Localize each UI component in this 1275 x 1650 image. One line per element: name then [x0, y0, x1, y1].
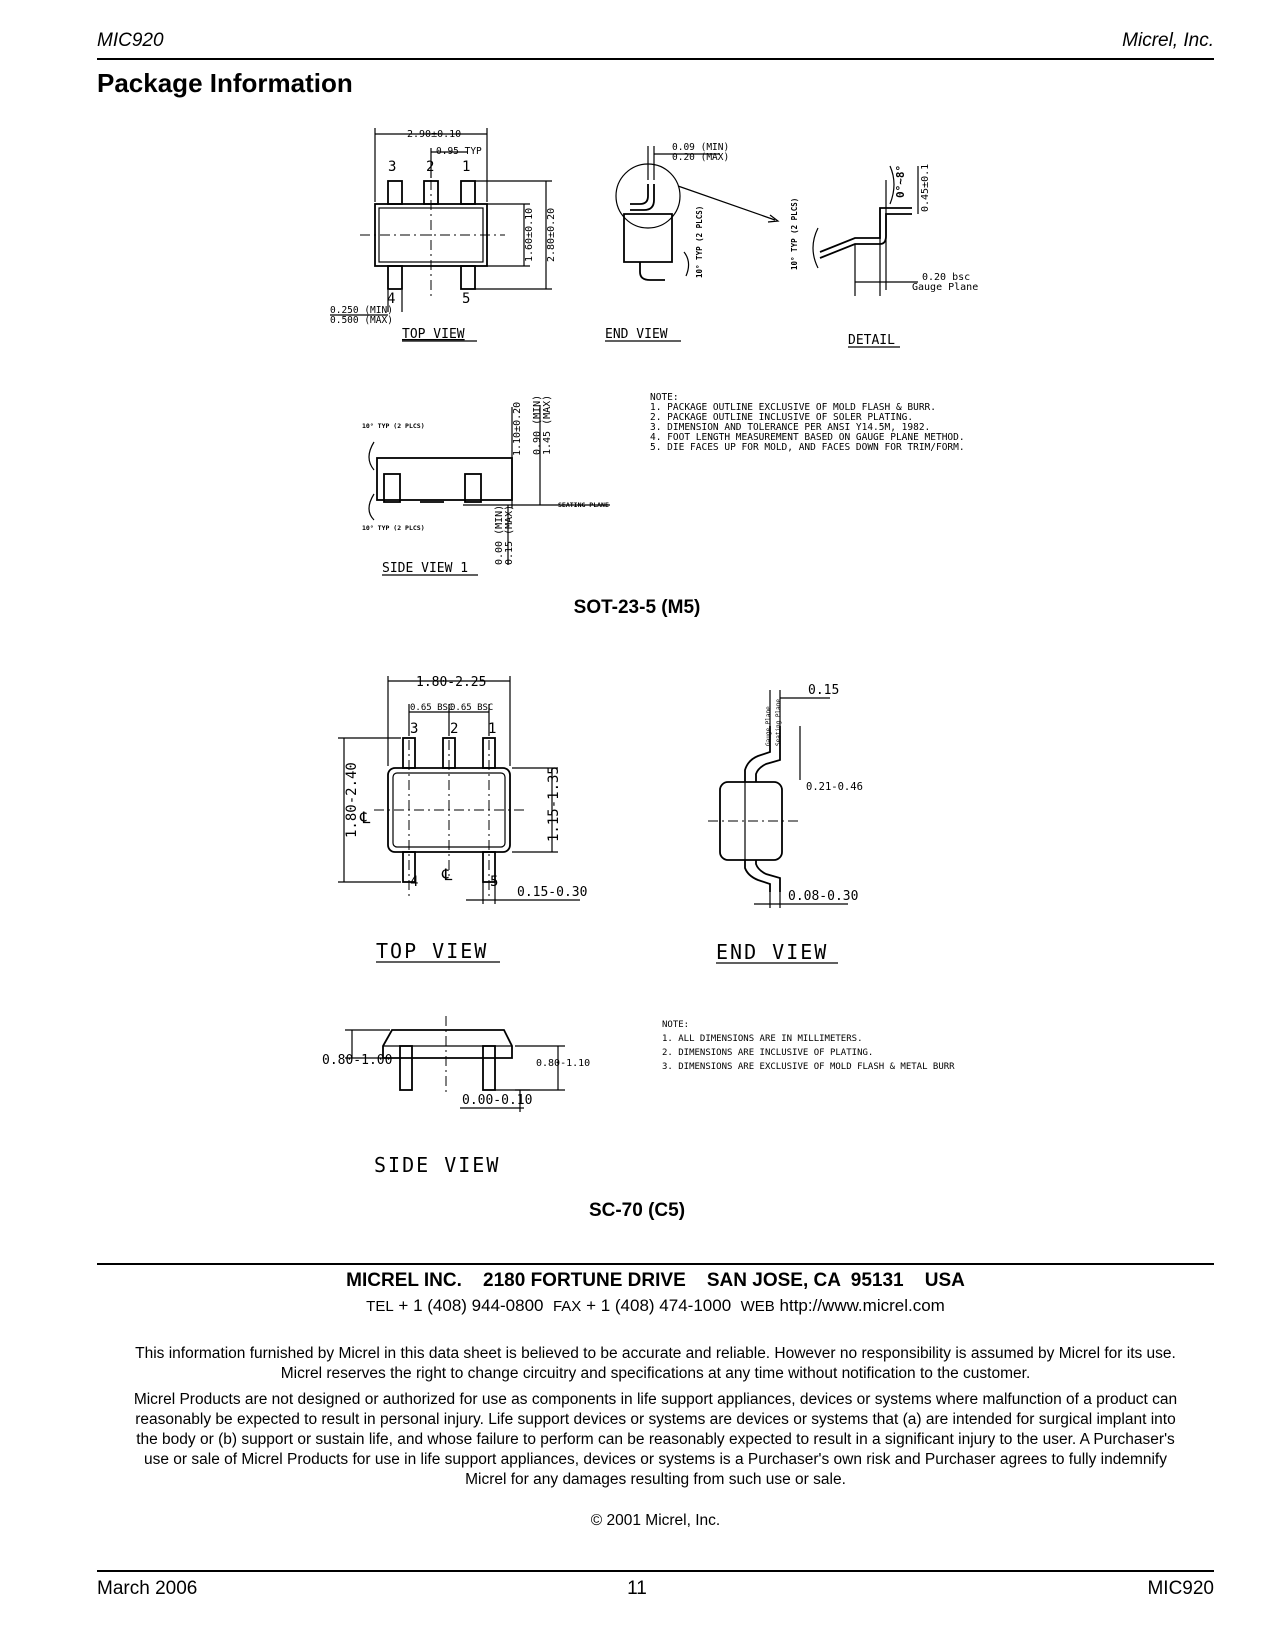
- sc70-dim-body-h: 1.15-1.35: [546, 766, 562, 842]
- sc70-centerline-h: ℄: [442, 865, 453, 884]
- sot23-caption: SOT-23-5 (M5): [573, 597, 701, 618]
- header-doc-name: MIC920: [97, 30, 164, 51]
- sot23-side-angle-bot: 10° TYP (2 PLCS): [362, 524, 425, 532]
- sc70-gauge-plane: Gauge Plane: [765, 706, 772, 746]
- sot23-side-angle-top: 10° TYP (2 PLCS): [362, 422, 425, 430]
- sot23-note-5: 5. DIE FACES UP FOR MOLD, AND FACES DOWN FOR TRIM/FORM.: [650, 442, 965, 453]
- sc70-side-view-label: SIDE VIEW: [374, 1153, 501, 1177]
- sc70-centerline-v: ℄: [360, 808, 371, 827]
- sc70-note-2: 2. DIMENSIONS ARE INCLUSIVE OF PLATING.: [662, 1048, 874, 1058]
- sot23-detail-angle: 10° TYP (2 PLCS): [790, 197, 799, 270]
- sc70-dim-foot: 0.08-0.30: [788, 889, 859, 904]
- sot23-dim-stand-max: 0.15 (MAX): [504, 504, 515, 565]
- sot23-pin-2: 2: [426, 159, 435, 175]
- sc70-dim-end-w: 0.15: [808, 683, 840, 698]
- page-number: 11: [627, 1578, 647, 1599]
- sot23-dim-stand-min: 0.00 (MIN): [494, 504, 505, 565]
- fax-label: FAX: [552, 1298, 582, 1315]
- fax-number: + 1 (408) 474-1000: [586, 1296, 732, 1315]
- disclaimer-1b: Micrel reserves the right to change circuitry and specifications at any time without notification to the customer.: [280, 1365, 1031, 1382]
- sot23-detail: [790, 164, 978, 348]
- footer-date: March 2006: [97, 1578, 198, 1599]
- sc70-dim-pitch-a: 0.65 BSC: [410, 703, 454, 713]
- sot23-pin-5: 5: [462, 291, 471, 307]
- sc70-pin-2: 2: [450, 721, 459, 737]
- disclaimer-2-line-4: Micrel for any damages resulting from such use or sale.: [465, 1471, 846, 1488]
- tel-number: + 1 (408) 944-0800: [398, 1296, 544, 1315]
- sc70-note-0: NOTE:: [662, 1020, 690, 1030]
- sc70-top-view: [338, 675, 587, 963]
- sot23-dim-foot-angle: 0°~8°: [894, 164, 907, 198]
- copyright: © 2001 Micrel, Inc.: [590, 1512, 721, 1529]
- tel-label: TEL: [366, 1298, 394, 1315]
- sot23-note-4: 4. FOOT LENGTH MEASUREMENT BASED ON GAUGE PLANE METHOD.: [650, 432, 965, 443]
- sc70-pin-3: 3: [410, 721, 419, 737]
- footer-rule: [97, 1263, 1214, 1265]
- sot23-dim-body-h: 1.60±0.10: [524, 207, 535, 262]
- web-link[interactable]: http://www.micrel.com: [779, 1296, 945, 1315]
- page-footer-rule: [97, 1570, 1214, 1572]
- sc70-note-1: 1. ALL DIMENSIONS ARE IN MILLIMETERS.: [662, 1034, 863, 1044]
- page-title: Package Information: [97, 68, 353, 98]
- sc70-caption: SC-70 (C5): [588, 1200, 686, 1221]
- sot23-pin-4: 4: [387, 291, 396, 307]
- sc70-dim-width: 1.80-2.25: [416, 675, 487, 690]
- disclaimer-1a: This information furnished by Micrel in this data sheet is believed to be accurate and reliable. However no responsibility is assumed by Micrel for its use.: [135, 1345, 1176, 1362]
- disclaimer-life-support: [97, 1390, 1214, 1490]
- sot23-dim-gauge-plane: Gauge Plane: [912, 282, 979, 293]
- footer-part: MIC920: [1147, 1578, 1214, 1599]
- sot23-pin-1: 1: [462, 159, 471, 175]
- sot23-dim-thk-min: 0.09 (MIN): [672, 142, 730, 153]
- web-label: WEB: [740, 1298, 775, 1315]
- contact-line: [97, 1296, 1214, 1316]
- sot23-dim-thk-max: 0.20 (MAX): [672, 152, 730, 163]
- sc70-note-3: 3. DIMENSIONS ARE EXCLUSIVE OF MOLD FLASH & METAL BURR: [662, 1062, 955, 1072]
- sot23-end-view-label: END VIEW: [605, 327, 668, 342]
- sot23-dim-height-max: 1.45 (MAX): [542, 394, 553, 455]
- sot23-dim-gauge-bsc: 0.20 bsc: [922, 272, 971, 283]
- sc70-dim-side-h2: 0.80-1.10: [536, 1058, 591, 1069]
- sc70-seating-plane: Seating Plane: [775, 699, 782, 746]
- sot23-pin-3: 3: [388, 159, 397, 175]
- sot23-detail-label: DETAIL: [848, 333, 895, 348]
- sot23-notes: [650, 392, 965, 453]
- disclaimer-2-line-3: use or sale of Micrel Products for use in life support appliances, devices or systems is a Purchaser's own risk and Purchaser agrees to fully indemnify: [144, 1451, 1167, 1468]
- sot23-dim-lead-max: 0.500 (MAX): [330, 315, 393, 326]
- sot23-dim-foot-len: 0.45±0.1: [920, 163, 931, 212]
- sot23-dim-height-min: 0.90 (MIN): [532, 394, 543, 455]
- sot23-note-1: 1. PACKAGE OUTLINE EXCLUSIVE OF MOLD FLASH & BURR.: [650, 402, 936, 413]
- sot23-dim-pitch: 0.95 TYP: [436, 146, 482, 157]
- sc70-dim-lead-t: 0.21-0.46: [806, 781, 863, 793]
- disclaimer-2-line-1: reasonably be expected to result in personal injury. Life support devices or systems are devices or systems that (a) are intended for surgical implant into: [135, 1411, 1176, 1428]
- disclaimer-accuracy: [97, 1344, 1214, 1384]
- sot23-seating-plane: SEATING PLANE: [558, 501, 609, 509]
- sot23-note-0: NOTE:: [650, 392, 679, 403]
- sot23-note-3: 3. DIMENSION AND TOLERANCE PER ANSI Y14.5M, 1982.: [650, 422, 931, 433]
- sc70-top-view-label: TOP VIEW: [376, 939, 489, 963]
- sot23-end-view: [605, 142, 778, 342]
- sc70-dim-total-h: 1.80-2.40: [344, 762, 360, 838]
- disclaimer-2-line-2: the body or (b) support or sustain life, and whose failure to perform can be reasonably expected to result in a significant injury to the user. A Purchaser's: [136, 1431, 1175, 1448]
- sot23-top-view-label: TOP VIEW: [402, 327, 465, 342]
- sc70-end-view: [708, 683, 863, 964]
- sc70-dim-lead-w: 0.15-0.30: [517, 885, 588, 900]
- sot23-dim-height-a: 1.10±0.20: [512, 401, 523, 456]
- sc70-dim-standoff: 0.00-0.10: [462, 1093, 533, 1108]
- sc70-side-view: [322, 1016, 590, 1177]
- company-address: MICREL INC. 2180 FORTUNE DRIVE SAN JOSE, CA 95131 USA: [346, 1270, 965, 1291]
- sc70-end-view-label: END VIEW: [716, 940, 829, 964]
- sc70-notes: [662, 1020, 955, 1072]
- sot23-dim-total-h: 2.80±0.20: [546, 207, 557, 262]
- sc70-dim-side-h: 0.80-1.00: [322, 1053, 393, 1068]
- disclaimer-2-line-0: Micrel Products are not designed or authorized for use as components in life support appliances, devices or systems where malfunction of a product can: [133, 1391, 1178, 1408]
- sc70-pin-1: 1: [488, 721, 497, 737]
- sot23-dim-lead-min: 0.250 (MIN): [330, 305, 393, 316]
- sc70-dim-pitch-b: 0.65 BSC: [450, 703, 494, 713]
- sot23-end-angle: 10° TYP (2 PLCS): [695, 205, 704, 278]
- sot23-note-2: 2. PACKAGE OUTLINE INCLUSIVE OF SOLER PLATING.: [650, 412, 914, 423]
- sc70-pin-5: 5: [490, 874, 499, 890]
- sot23-dim-width: 2.90±0.10: [407, 129, 462, 140]
- sc70-pin-4: 4: [410, 874, 419, 890]
- header-company: Micrel, Inc.: [1122, 30, 1214, 51]
- sot23-side-view: [362, 395, 610, 576]
- sot23-side-view-label: SIDE VIEW 1: [382, 561, 469, 576]
- sot23-top-view: [330, 128, 557, 342]
